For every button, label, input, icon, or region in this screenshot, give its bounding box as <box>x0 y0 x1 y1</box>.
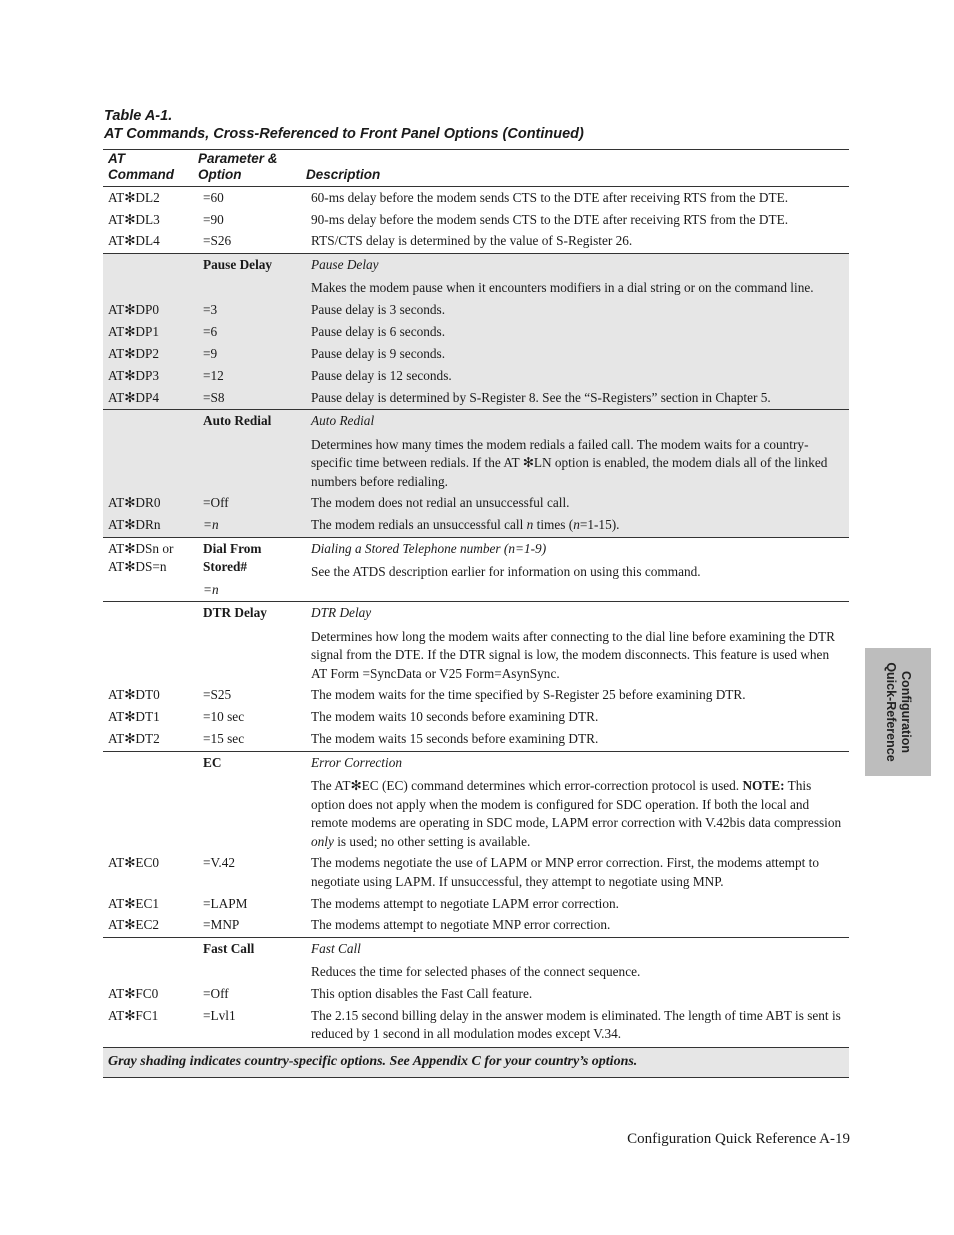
section-intro-row: Makes the modem pause when it encounters modifiers in a dial string or on the command line. <box>311 280 814 295</box>
table-row: AT✻DP1 =6 Pause delay is 6 seconds. <box>108 323 446 339</box>
option-name: Dial From Stored# =n <box>203 540 262 597</box>
table-title: AT Commands, Cross-Referenced to Front Panel Options (Continued) <box>104 126 584 142</box>
side-tab <box>865 648 931 776</box>
section-title-row <box>103 412 849 431</box>
section-title-row <box>103 940 849 959</box>
header-at-command: AT Command <box>108 151 175 182</box>
table-row: AT✻FC1 =Lvl1 The 2.15 second billing delay in the answer modem is eliminated. The length of time ABT is sent is reduced by 1 second in all modulation modes except V.34. <box>108 1007 841 1041</box>
table-row: AT✻DR0 =Off The modem does not redial an unsuccessful call. <box>108 495 570 510</box>
section-title-row <box>103 604 849 623</box>
table-row: AT✻DP0 =3 Pause delay is 3 seconds. <box>108 301 446 317</box>
section-title: Pause Delay <box>311 256 379 272</box>
table-row: AT✻DP3 =12 Pause delay is 12 seconds. <box>108 367 452 383</box>
table-row: AT✻DL4 =S26 RTS/CTS delay is determined by the value of S-Register 26. <box>108 233 633 248</box>
option-name: Auto Redial <box>203 413 272 428</box>
section-pause-delay <box>103 254 849 411</box>
section-title: Auto Redial <box>311 413 375 428</box>
section-dl <box>103 187 849 254</box>
section-title: Error Correction <box>311 754 402 770</box>
table-row: AT✻DT1 =10 sec The modem waits 10 seconds before examining DTR. <box>108 709 599 724</box>
table-row: AT✻EC1 =LAPM The modems attempt to negotiate LAPM error correction. <box>108 895 619 911</box>
section-title: Dialing a Stored Telephone number (n=1-9) <box>311 540 547 556</box>
section-fast-call <box>103 938 849 1048</box>
section-title: DTR Delay <box>311 605 372 620</box>
table-row: AT✻EC2 =MNP The modems attempt to negotiate MNP error correction. <box>108 917 611 932</box>
table-row: AT✻DL2 =60 60-ms delay before the modem sends CTS to the DTE after receiving RTS from the DTE. <box>108 190 789 205</box>
option-name: DTR Delay <box>203 605 267 620</box>
table-row: AT✻DL3 =90 90-ms delay before the modem sends CTS to the DTE after receiving RTS from the DTE. <box>108 211 789 227</box>
section-intro-row: Reduces the time for selected phases of the connect sequence. <box>311 964 641 979</box>
table-row: AT✻EC0 =V.42 The modems negotiate the use of LAPM or MNP error correction. First, the modems attempt to negotiate using LAPM. If unsuccessful, they attempt to negotiate using MNP. <box>108 855 820 889</box>
section-dial-stored <box>103 538 849 603</box>
table-number: Table A-1. <box>104 108 173 124</box>
table-row: AT✻FC0 =Off This option disables the Fast Call feature. <box>108 985 533 1001</box>
table-row: AT✻DP2 =9 Pause delay is 9 seconds. <box>108 345 446 361</box>
section-title: Fast Call <box>311 940 361 956</box>
at-commands-table <box>103 149 849 1078</box>
option-name: Pause Delay <box>203 256 273 272</box>
section-intro-row: Determines how many times the modem redials a failed call. The modem waits for a country-specific time between redials. If the AT ✻LN option is enabled, the modem dials all of the linked numbers before redialing. <box>311 436 828 489</box>
table-caption <box>104 107 849 143</box>
section-auto-redial <box>103 410 849 538</box>
table-row: AT✻DP4 =S8 Pause delay is determined by S-Register 8. See the “S-Registers” section in Chapter 5. <box>108 389 771 405</box>
header-description: Description <box>306 167 381 182</box>
section-dtr-delay <box>103 602 849 752</box>
table-row: AT✻DRn =n The modem redials an unsuccessful call n times (n=1-15). <box>108 517 620 532</box>
page-footer: Configuration Quick Reference A-19 <box>627 1131 850 1147</box>
section-intro-row: The AT✻EC (EC) command determines which error-correction protocol is used. NOTE: This option does not apply when the modem is configured for SDC operation. If both the local and remote modems are operating in SDC mode, LAPM error correction with V.42bis data compression only is used; no other setting is available. <box>311 778 842 849</box>
table-row: AT✻DT0 =S25 The modem waits for the time specified by S-Register 25 before examining DTR. <box>108 687 746 702</box>
header-parameter-option: Parameter & Option <box>198 151 278 182</box>
table-row: AT✻DT2 =15 sec The modem waits 15 seconds before examining DTR. <box>108 731 599 746</box>
section-title-row <box>103 256 849 275</box>
section-intro-row: Determines how long the modem waits after connecting to the dial line before examining the DTR signal from the DTE. If the DTR signal is low, the modem disconnects. This feature is used when AT Form =SyncData or V25 Form=AsynSync. <box>311 628 835 681</box>
table-footnote: Gray shading indicates country-specific options. See Appendix C for your country’s options. <box>103 1048 849 1078</box>
side-tab-line1: Configuration <box>899 671 913 753</box>
section-title-row <box>103 754 849 773</box>
option-name: EC <box>203 754 222 770</box>
table-header <box>103 150 849 187</box>
option-name: Fast Call <box>203 940 255 956</box>
table-row: AT✻DSn or AT✻DS=n Dial From Stored# =n Dialing a Stored Telephone number (n=1-9) See the ATDS description earlier for information on using this command. <box>103 540 849 600</box>
side-tab-line2: Quick-Reference <box>884 662 898 762</box>
section-error-correction <box>103 752 849 938</box>
